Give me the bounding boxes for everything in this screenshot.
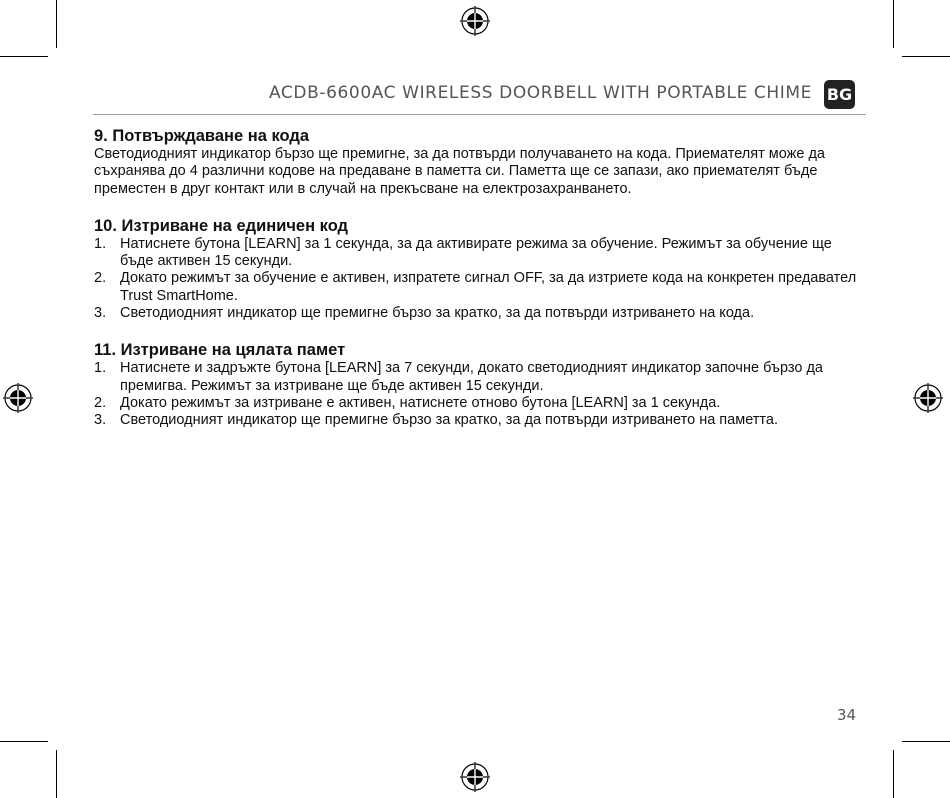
list-item-number: 2. [94, 270, 107, 287]
list-item-text: Докато режимът за обучение е активен, изпратете сигнал OFF, за да изтриете кода на конкретен предавател Trust SmartHome. [120, 270, 857, 304]
numbered-list [94, 360, 864, 429]
language-badge: BG [824, 80, 855, 109]
list-item [94, 305, 864, 322]
section-delete-single-code [94, 216, 864, 322]
list-item-text: Докато режимът за изтриване е активен, натиснете отново бутона [LEARN] за 1 секунда. [120, 394, 721, 411]
section-delete-all-memory [94, 340, 864, 429]
registration-mark-icon [460, 6, 490, 36]
list-item [94, 236, 864, 271]
list-item-text: Натиснете бутона [LEARN] за 1 секунда, за да активирате режима за обучение. Режимът за обучение ще бъде активен 15 секунди. [120, 235, 832, 270]
registration-mark-icon [913, 383, 943, 413]
list-item [94, 270, 864, 305]
list-item [94, 395, 864, 412]
crop-mark [0, 56, 48, 57]
crop-mark [902, 56, 950, 57]
section-paragraph: Светодиодният индикатор бързо ще премигне, за да потвърди получаването на кода. Приемателят може да съхранява до 4 различни кодове на предаване в паметта си. Паметта ще се запази, ако приемателят бъде преместен в друг контакт или в случай на прекъсване на електрозахранването. [94, 146, 825, 197]
list-item [94, 360, 864, 395]
list-item-text: Светодиодният индикатор ще премигне бързо за кратко, за да потвърди изтриването на паметта. [120, 412, 778, 429]
section-heading: 9. Потвърждаване на кода [94, 127, 310, 145]
list-item [94, 412, 864, 429]
section-confirm-code [94, 126, 864, 198]
crop-mark [893, 750, 894, 798]
crop-mark [56, 750, 57, 798]
list-item-number: 3. [94, 305, 107, 322]
section-heading: 11. Изтриване на цялата памет [94, 341, 346, 360]
list-item-text: Натиснете и задръжте бутона [LEARN] за 7 секунди, докато светодиодният индикатор започне бързо да премигва. Режимът за изтриване ще бъде активен 15 секунди. [120, 360, 823, 394]
crop-mark [56, 0, 57, 48]
page-content [94, 126, 864, 448]
crop-mark [0, 741, 48, 742]
list-item-number: 1. [94, 360, 107, 377]
registration-mark-icon [3, 383, 33, 413]
crop-mark [893, 0, 894, 48]
numbered-list [94, 236, 864, 322]
list-item-number: 3. [94, 412, 107, 429]
header-divider [93, 114, 866, 115]
page-number: 34 [837, 706, 857, 724]
header-title: ACDB-6600AC WIRELESS DOORBELL WITH PORTABLE CHIME [269, 83, 812, 103]
section-heading: 10. Изтриване на единичен код [94, 216, 349, 235]
crop-mark [902, 741, 950, 742]
list-item-number: 1. [94, 235, 107, 252]
list-item-number: 2. [94, 394, 107, 411]
list-item-text: Светодиодният индикатор ще премигне бързо за кратко, за да потвърди изтриването на кода. [120, 305, 755, 322]
registration-mark-icon [460, 762, 490, 792]
